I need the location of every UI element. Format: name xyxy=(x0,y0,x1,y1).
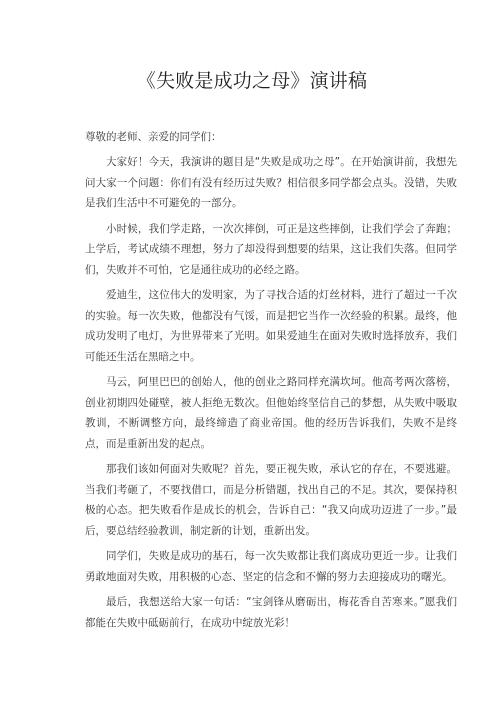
paragraph-7: 最后，我想送给大家一句话：“宝剑锋从磨砺出，梅花香自苦寒来。”愿我们都能在失败中砥砺前行，在成功中绽放光彩！ xyxy=(85,596,457,629)
paragraph-3: 爱迪生，这位伟大的发明家，为了寻找合适的灯丝材料，进行了超过一千次的实验。每一次失败，他都没有气馁，而是把它当作一次经验的积累。最终，他成功发明了电灯，为世界带来了光明。如果爱迪生在面对失败时选择放弃，我们可能还生活在黑暗之中。 xyxy=(85,289,457,363)
paragraph-6: 同学们，失败是成功的基石，每一次失败都让我们离成功更近一步。让我们勇敢地面对失败，用积极的心态、坚定的信念和不懈的努力去迎接成功的曙光。 xyxy=(85,550,457,583)
document-body xyxy=(85,127,460,633)
paragraph-5: 那我们该如何面对失败呢？首先，要正视失败，承认它的存在，不要逃避。当我们考砸了，不要找借口，而是分析错题，找出自己的不足。其次，要保持积极的心态。把失败看作是成长的机会，告诉自己：“我又向成功迈进了一步。”最后，要总结经验教训，制定新的计划，重新出发。 xyxy=(85,463,457,537)
document-title: 《失败是成功之母》演讲稿 xyxy=(136,70,368,92)
paragraph-1: 大家好！今天，我演讲的题目是“失败是成功之母”。在开始演讲前，我想先问大家一个问题：你们有没有经历过失败？相信很多同学都会点头。没错，失败是我们生活中不可避免的一部分。 xyxy=(85,156,457,209)
salutation: 尊敬的老师、亲爱的同学们： xyxy=(85,131,222,143)
paragraph-2: 小时候，我们学走路，一次次摔倒，可正是这些摔倒，让我们学会了奔跑；上学后，考试成绩不理想，努力了却没得到想要的结果，这让我们失落。但同学们，失败并不可怕，它是通往成功的必经之路。 xyxy=(85,222,457,276)
paragraph-4: 马云，阿里巴巴的创始人，他的创业之路同样充满坎坷。他高考两次落榜，创业初期四处碰壁，被人拒绝无数次。但他始终坚信自己的梦想，从失败中吸取教训，不断调整方向，最终缔造了商业帝国。他的经历告诉我们，失败不是终点，而是重新出发的起点。 xyxy=(85,376,457,450)
